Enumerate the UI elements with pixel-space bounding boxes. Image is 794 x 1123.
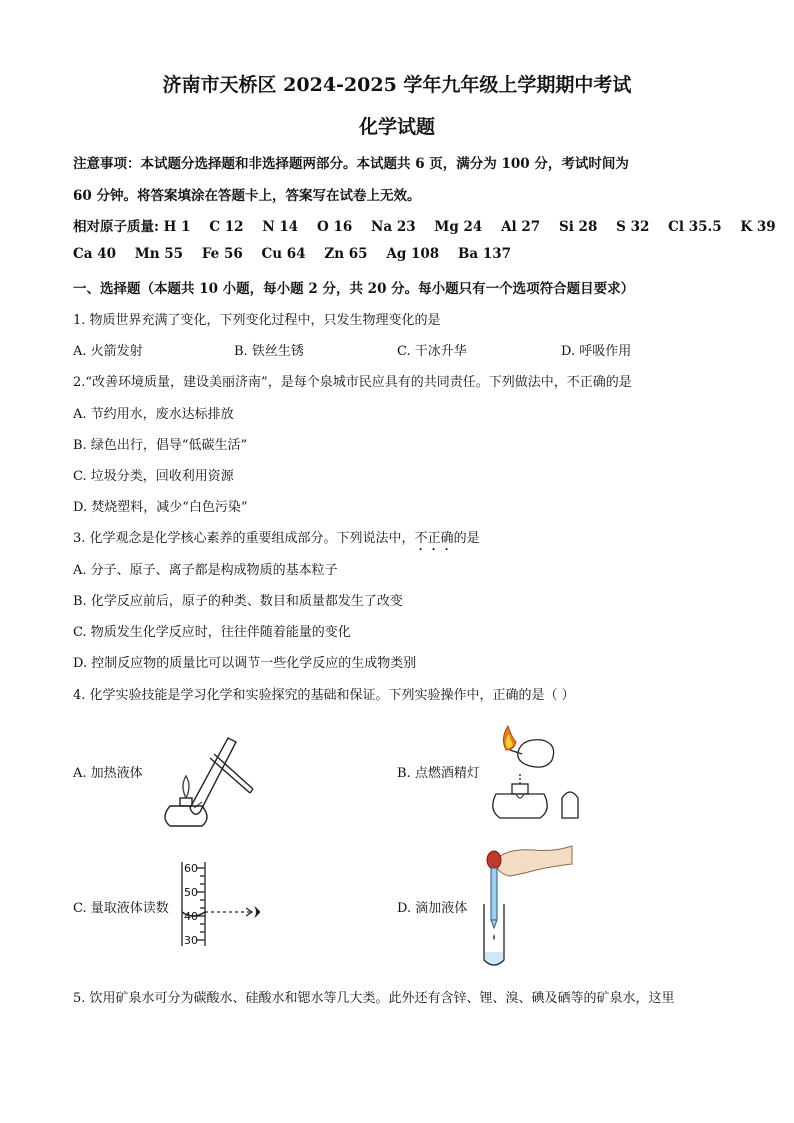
cylinder-tick-60: 60	[184, 862, 198, 875]
q1-option-b: B. 铁丝生锈	[234, 344, 304, 359]
cylinder-tick-30: 30	[184, 934, 198, 947]
q3-option-d: D. 控制反应物的质量比可以调节一些化学反应的生成物类别	[73, 656, 417, 671]
q3-stem-emphasis: 不正确	[414, 531, 454, 546]
graduated-cylinder-figure	[176, 860, 266, 948]
exam-subtitle: 化学试题	[358, 116, 435, 138]
lighting-lamp-figure	[482, 722, 592, 822]
atomic-mass-line-2: Ca 40 Mn 55 Fe 56 Cu 64 Zn 65 Ag 108 Ba 137	[73, 246, 511, 262]
q3-stem	[73, 527, 480, 554]
q5-stem: 5. 饮用矿泉水可分为碳酸水、硅酸水和锶水等几大类。此外还有含锌、锂、溴、碘及硒等的矿泉水，这里	[73, 991, 675, 1006]
q2-option-d: D. 焚烧塑料，减少“白色污染”	[73, 500, 248, 515]
q3-option-c: C. 物质发生化学反应时，往往伴随着能量的变化	[73, 625, 351, 640]
heating-liquid-figure	[150, 718, 255, 830]
exam-title: 济南市天桥区 2024-2025 学年九年级上学期期中考试	[162, 74, 632, 96]
cylinder-tick-40: 40	[184, 910, 198, 923]
q1-option-c: C. 干冰升华	[397, 344, 467, 359]
q3-stem-post: 的是	[453, 531, 480, 546]
q4-option-d: D. 滴加液体	[397, 901, 468, 916]
q2-option-b: B. 绿色出行，倡导“低碳生活”	[73, 438, 248, 453]
atomic-mass-line-1: 相对原子质量: H 1 C 12 N 14 O 16 Na 23 Mg 24 Al 27 Si 28 S 32 Cl 35.5 K 39	[73, 219, 776, 235]
cylinder-tick-50: 50	[184, 886, 198, 899]
notice-line-1: 注意事项：本试题分选择题和非选择题两部分。本试题共 6 页，满分为 100 分，考试时间为	[73, 156, 629, 172]
q2-option-c: C. 垃圾分类，回收利用资源	[73, 469, 234, 484]
notice-line-2: 60 分钟。将答案填涂在答题卡上，答案写在试卷上无效。	[73, 188, 421, 204]
q1-stem: 1. 物质世界充满了变化，下列变化过程中，只发生物理变化的是	[73, 313, 441, 328]
q3-option-b: B. 化学反应前后，原子的种类、数目和质量都发生了改变	[73, 594, 403, 609]
q2-stem: 2.“改善环境质量，建设美丽济南”，是每个泉城市民应具有的共同责任。下列做法中，不正确的是	[73, 375, 632, 390]
q4-option-a: A. 加热液体	[73, 766, 143, 781]
q2-option-a: A. 节约用水，废水达标排放	[73, 407, 234, 422]
q4-option-c: C. 量取液体读数	[73, 901, 169, 916]
q4-stem: 4. 化学实验技能是学习化学和实验探究的基础和保证。下列实验操作中，正确的是（ ）	[73, 688, 575, 703]
q3-option-a: A. 分子、原子、离子都是构成物质的基本粒子	[73, 563, 338, 578]
section-heading: 一、选择题（本题共 10 小题，每小题 2 分，共 20 分。每小题只有一个选项符合题目要求）	[73, 281, 635, 297]
dropping-liquid-figure	[474, 842, 574, 972]
q4-option-b: B. 点燃酒精灯	[397, 766, 480, 781]
q1-option-a: A. 火箭发射	[73, 344, 143, 359]
q3-stem-pre: 3. 化学观念是化学核心素养的重要组成部分。下列说法中，	[73, 531, 415, 546]
q1-option-d: D. 呼吸作用	[561, 344, 632, 359]
